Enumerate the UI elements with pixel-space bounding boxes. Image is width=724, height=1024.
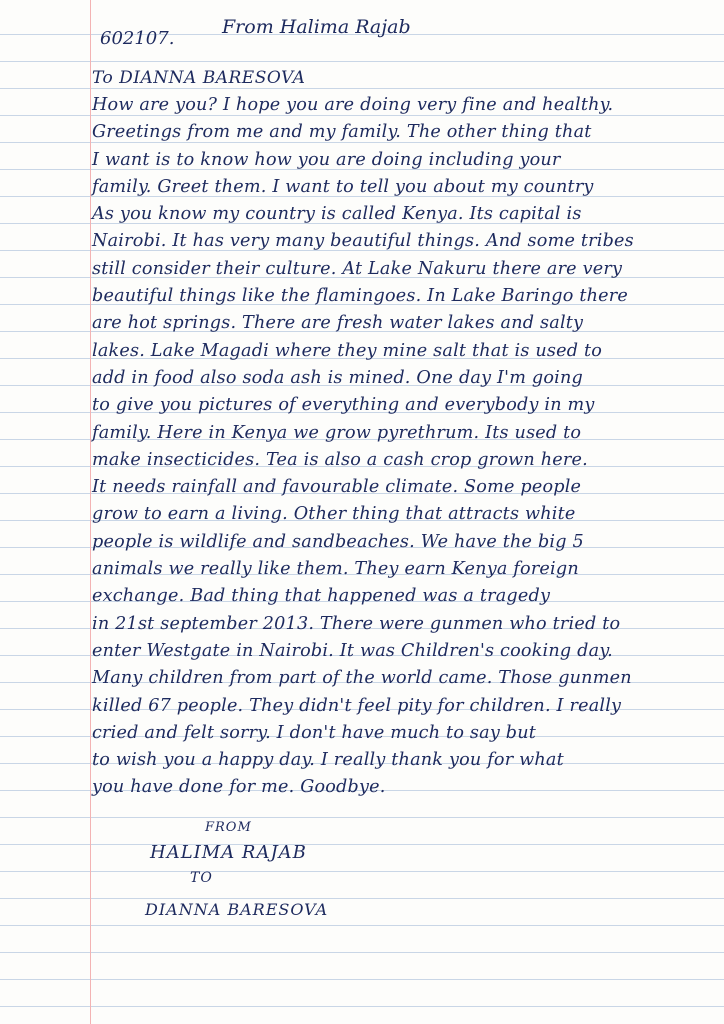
letter-line: to wish you a happy day. I really thank you for what: [92, 750, 564, 771]
letter-line: Many children from part of the world came. Those gunmen: [92, 668, 632, 689]
closing-name: HALIMA RAJAB: [150, 842, 307, 863]
letter-line: make insecticides. Tea is also a cash crop grown here.: [92, 449, 588, 470]
letter-line: It needs rainfall and favourable climate. Some people: [92, 477, 582, 498]
letter-line: Greetings from me and my family. The other thing that: [92, 122, 592, 143]
letter-line: I want is to know how you are doing including your: [92, 149, 561, 170]
letter-line: family. Here in Kenya we grow pyrethrum. Its used to: [92, 422, 582, 443]
letter-line: Nairobi. It has very many beautiful things. And some tribes: [92, 231, 634, 252]
closing-from: FROM: [205, 820, 252, 835]
letter-line: grow to earn a living. Other thing that attracts white: [92, 504, 576, 525]
letter-body: [92, 92, 720, 802]
letter-line: are hot springs. There are fresh water lakes and salty: [92, 313, 584, 334]
letter-line: beautiful things like the flamingoes. In Lake Baringo there: [92, 286, 628, 307]
closing-to: TO: [190, 870, 213, 886]
letter-header: From Halima Rajab: [222, 16, 411, 38]
letter-line: exchange. Bad thing that happened was a tragedy: [92, 586, 551, 607]
letter-line: add in food also soda ash is mined. One day I'm going: [92, 367, 583, 388]
letter-line: cried and felt sorry. I don't have much to say but: [92, 722, 537, 743]
letter-line: How are you? I hope you are doing very fine and healthy.: [92, 95, 614, 115]
letter-line: killed 67 people. They didn't feel pity for children. I really: [92, 695, 622, 716]
letter-date: 602107.: [100, 28, 175, 49]
closing-recipient: DIANNA BARESOVA: [145, 900, 329, 919]
letter-line: still consider their culture. At Lake Nakuru there are very: [92, 258, 623, 279]
letter-line: people is wildlife and sandbeaches. We have the big 5: [92, 531, 584, 552]
letter-line: you have done for me. Goodbye.: [92, 777, 386, 798]
letter-line: enter Westgate in Nairobi. It was Children's cooking day.: [92, 640, 613, 661]
letter-line: to give you pictures of everything and everybody in my: [92, 395, 595, 416]
letter-line: family. Greet them. I want to tell you about my country: [92, 176, 594, 197]
letter-line: in 21st september 2013. There were gunmen who tried to: [92, 613, 621, 634]
letter-line: As you know my country is called Kenya. Its capital is: [92, 204, 582, 225]
letter-salutation: To DIANNA BARESOVA: [92, 68, 306, 88]
margin-line: [90, 0, 91, 1024]
letter-line: animals we really like them. They earn Kenya foreign: [92, 559, 579, 580]
letter-line: lakes. Lake Magadi where they mine salt that is used to: [92, 340, 603, 361]
